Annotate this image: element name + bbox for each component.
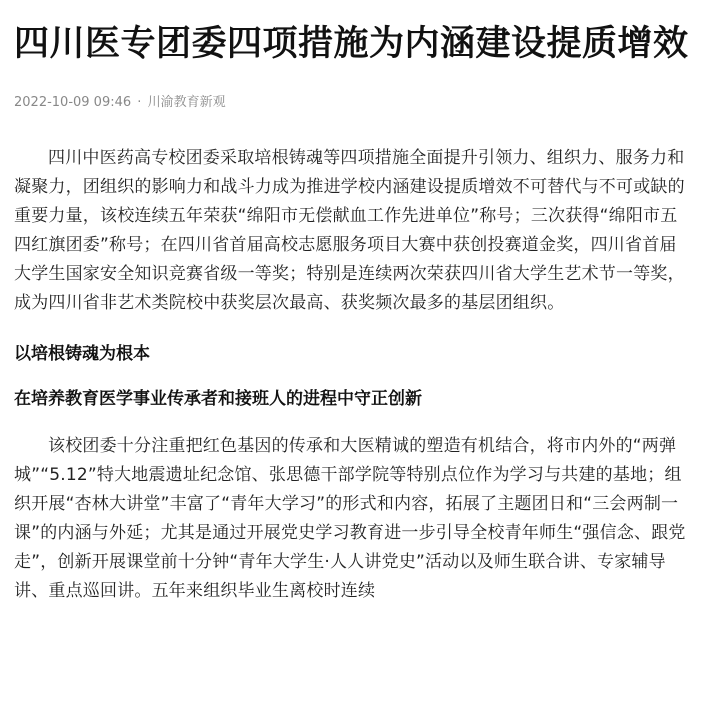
- article-source[interactable]: 川渝教育新观: [147, 95, 226, 110]
- article-body: [14, 144, 692, 606]
- section-subheading: 在培养教育医学事业传承者和接班人的进程中守正创新: [14, 389, 422, 409]
- meta-separator: ·: [137, 95, 142, 110]
- paragraph-intro: 四川中医药高专校团委采取培根铸魂等四项措施全面提升引领力、组织力、服务力和凝聚力，团组织的影响力和战斗力成为推进学校内涵建设提质增效不可替代与不可或缺的重要力量，该校连续五年荣获“绵阳市无偿献血工作先进单位”称号；三次获得“绵阳市五四红旗团委”称号；在四川省首届高校志愿服务项目大赛中获创投赛道金奖，四川省首届大学生国家安全知识竞赛省级一等奖；特别是连续两次荣获四川省大学生艺术节一等奖，成为四川省非艺术类院校中获奖层次最高、获奖频次最多的基层团组织。: [14, 148, 685, 313]
- section-heading: 以培根铸魂为根本: [14, 344, 150, 364]
- article-title: 四川医专团委四项措施为内涵建设提质增效: [14, 24, 689, 64]
- paragraph-body: 该校团委十分注重把红色基因的传承和大医精诚的塑造有机结合，将市内外的“两弹城”“5.12”特大地震遗址纪念馆、张思德干部学院等特别点位作为学习与共建的基地；组织开展“杏林大讲堂”丰富了“青年大学习”的形式和内容，拓展了主题团日和“三会两制一课”的内涵与外延；尤其是通过开展党史学习教育进一步引导全校青年师生“强信念、跟党走”，创新开展课堂前十分钟“青年大学生·人人讲党史”活动以及师生联合讲、专家辅导讲、重点巡回讲。五年来组织毕业生离校时连续: [14, 436, 686, 601]
- publish-date: 2022-10-09 09:46: [14, 95, 132, 110]
- article-meta: [14, 94, 692, 112]
